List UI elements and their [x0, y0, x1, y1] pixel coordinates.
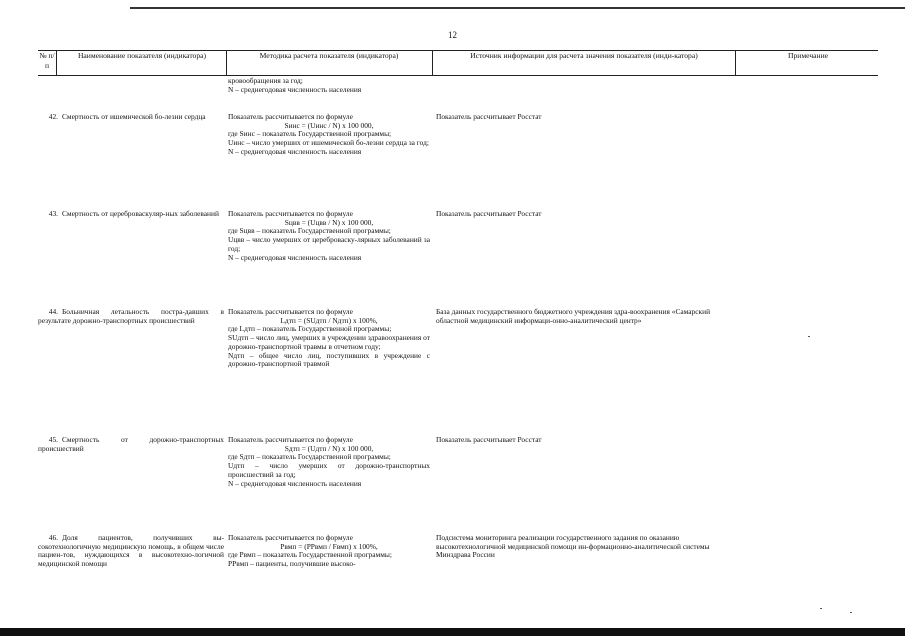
- formula: Sцвв = (Uцвв / N) x 100 000,: [284, 217, 374, 227]
- row-number: 44.: [48, 307, 58, 316]
- method-intro: Показатель рассчитывается по формуле: [228, 307, 353, 316]
- top-rule: [130, 7, 905, 9]
- indicator-name: Доля пациентов, получивших вы-сокотехнологичную медицинскую помощь, в общем числе пациен-тов, нуждающихся в высокотехно-логичной медицинской помощи: [38, 533, 224, 569]
- scan-speck: [820, 608, 822, 609]
- continuation-line: кровообращения за год;: [228, 76, 303, 85]
- info-source: Подсистема мониторинга реализации государственного задания по оказанию высокотехнологичной медицинской помощи ин-формационно-аналитической системы Минздрава России: [436, 533, 710, 560]
- method-line: Nдтп – общее число лиц, поступивших в учреждение с дорожно-транспортной травмой: [228, 350, 430, 369]
- method-intro: Показатель рассчитывается по формуле: [228, 209, 353, 218]
- info-source: База данных государственного бюджетного учреждения здра-воохранения «Самарский областной медицинский информаци-онно-аналитический центр»: [436, 307, 711, 325]
- row-number: 46.: [48, 533, 58, 542]
- info-source: Показатель рассчитывает Росстат: [436, 435, 542, 444]
- header-source: Источник информации для расчета значения показателя (инди-катора): [470, 51, 698, 60]
- method-line: N – среднегодовая численность населения: [228, 478, 362, 488]
- method-intro: Показатель рассчитывается по формуле: [228, 435, 353, 444]
- method-intro: Показатель рассчитывается по формуле: [228, 533, 353, 542]
- method-line: Uинс – число умерших от ишемической бо-лезни сердца за год;: [228, 138, 429, 148]
- indicator-name: Больничная летальность постра-давших в результате дорожно-транспортных происшествий: [38, 307, 224, 325]
- method-line: SUдтп – число лиц, умерших в учреждении здравоохранения от дорожно-транспортной травмы в отчетном году;: [228, 333, 430, 351]
- method-line: Uцвв – число умерших от цереброваску-лярных заболеваний за год;: [228, 235, 430, 253]
- page-number: 12: [448, 30, 457, 40]
- info-source: Показатель рассчитывает Росстат: [436, 209, 542, 218]
- row-number: 43.: [48, 209, 58, 218]
- method-line: где Lдтп – показатель Государственной программы;: [228, 324, 392, 334]
- header-name: Наименование показателя (индикатора): [77, 51, 207, 60]
- header-no: № п/п: [39, 51, 55, 70]
- row-number: 42.: [48, 112, 58, 121]
- indicator-name: Смертность от ишемической бо-лезни сердца: [62, 112, 206, 121]
- method-line: где Sинс – показатель Государственной программы;: [228, 129, 392, 139]
- method-line: N – среднегодовая численность населения: [228, 252, 362, 262]
- info-source: Показатель рассчитывает Росстат: [436, 112, 542, 121]
- indicator-name: Смертность от дорожно-транспортных происшествий: [38, 435, 224, 453]
- method-line: N – среднегодовая численность населения: [228, 146, 362, 156]
- formula: Sдтп = (Uдтп / N) x 100 000,: [284, 443, 374, 453]
- formula: Pвмп = (PPвмп / Fвмп) x 100%,: [280, 541, 378, 551]
- method-line: где Sдтп – показатель Государственной программы;: [228, 452, 391, 462]
- method-line: где Sцвв – показатель Государственной программы;: [228, 226, 391, 236]
- indicator-name: Смертность от цереброваскуляр-ных заболеваний: [62, 209, 219, 218]
- scan-speck: [808, 336, 810, 337]
- method-intro: Показатель рассчитывается по формуле: [228, 112, 353, 121]
- formula: Sинс = (Uинс / N) x 100 000,: [284, 120, 374, 130]
- method-line: PPвмп – пациенты, получившие высоко-: [228, 559, 356, 569]
- method-line: где Pвмп – показатель Государственной программы;: [228, 550, 392, 560]
- header-method: Методика расчета показателя (индикатора): [259, 51, 399, 60]
- continuation-line: N – среднегодовая численность населения: [228, 84, 362, 94]
- method-line: Uдтп – число умерших от дорожно-транспортных происшествий за год;: [228, 461, 430, 479]
- bottom-scan-edge: [0, 628, 905, 636]
- scan-speck: [850, 612, 852, 613]
- row-number: 45.: [48, 435, 58, 444]
- header-note: Примечание: [787, 51, 829, 60]
- formula: Lдтп = (SUдтп / Nдтп) x 100%,: [280, 315, 378, 325]
- table-header: [38, 50, 878, 76]
